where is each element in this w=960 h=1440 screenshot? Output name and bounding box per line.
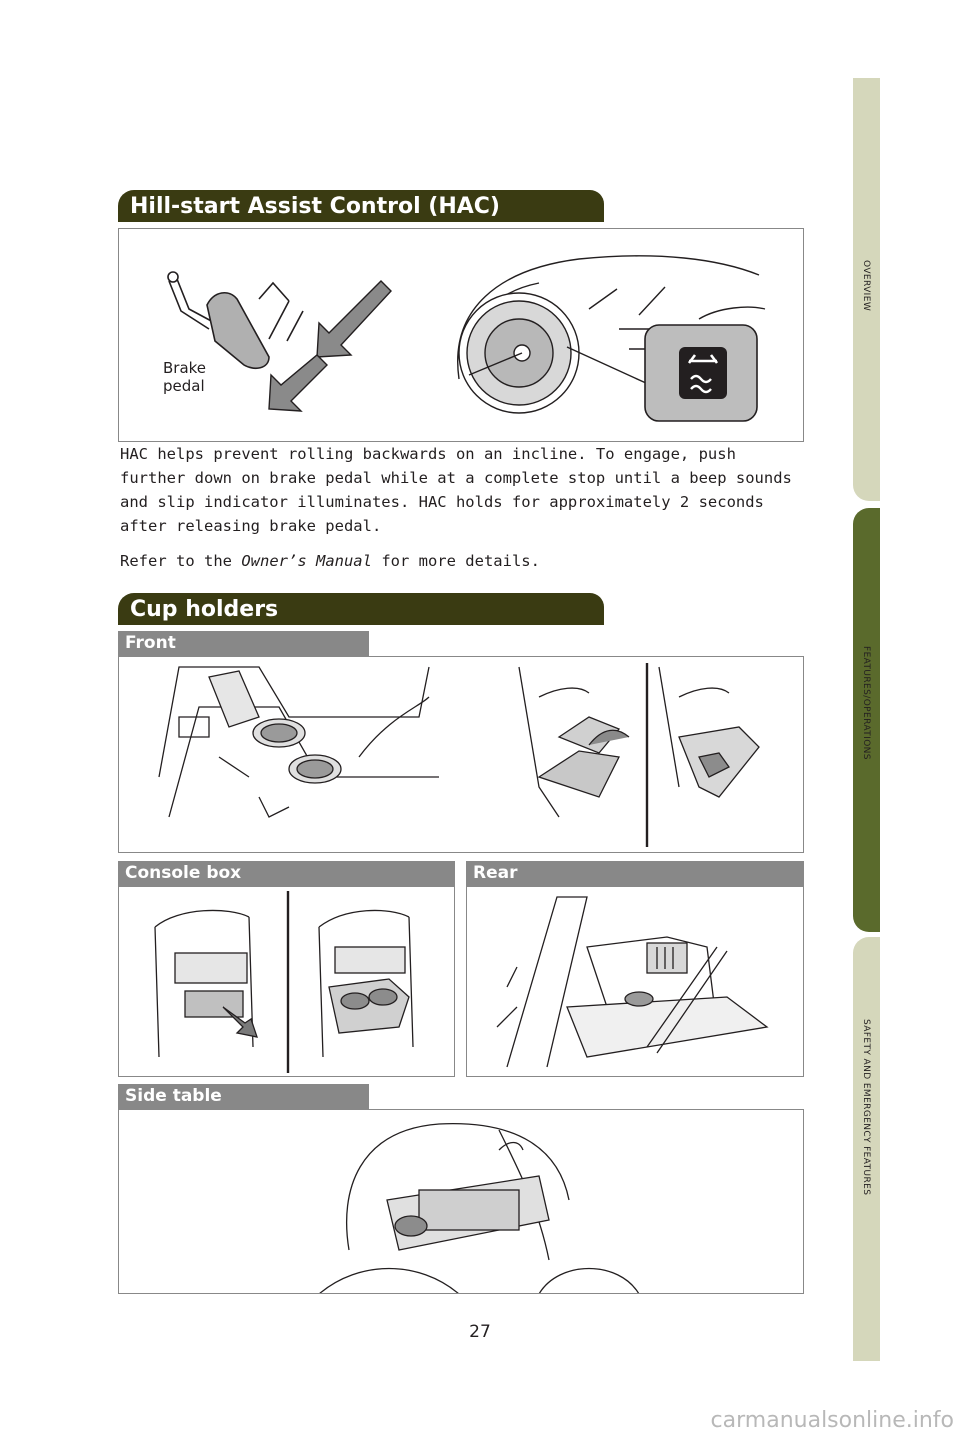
hac-refer-line: [120, 549, 810, 573]
hac-illustration: [118, 228, 804, 442]
tab-overview-label: OVERVIEW: [861, 260, 871, 312]
front-cup-holder-illustration: [118, 656, 804, 853]
tab-safety-label: SAFETY AND EMERGENCY FEATURES: [861, 1019, 871, 1196]
console-box-illustration: [118, 886, 455, 1077]
watermark: carmanualsonline.info: [710, 1408, 954, 1433]
rear-cup-holder-illustration: [466, 886, 804, 1077]
front-subheading: Front: [118, 631, 369, 656]
rear-subheading: Rear: [466, 861, 804, 886]
page-number: 27: [469, 1322, 491, 1342]
side-table-subheading: Side table: [118, 1084, 369, 1109]
brake-pedal-label-2: pedal: [163, 377, 205, 395]
hac-paragraph: HAC helps prevent rolling backwards on an incline. To engage, push further down on brake pedal while at a complete stop until a beep sounds and slip indicator illuminates. HAC holds for approximately 2 seconds after releasing brake pedal.: [120, 445, 792, 535]
refer-prefix: Refer to the: [120, 552, 242, 570]
tab-safety-emergency[interactable]: [853, 937, 880, 1361]
tab-overview[interactable]: [853, 78, 880, 501]
side-table-illustration: [118, 1109, 804, 1294]
hac-section-title: Hill-start Assist Control (HAC): [118, 190, 604, 222]
console-box-subheading: Console box: [118, 861, 455, 886]
refer-suffix: for more details.: [371, 552, 540, 570]
tab-features-label: FEATURES/OPERATIONS: [861, 646, 871, 760]
owners-manual-ref: Owner’s Manual: [241, 552, 372, 570]
tab-features-operations[interactable]: [853, 508, 880, 932]
brake-pedal-label-1: Brake: [163, 359, 207, 377]
cup-holders-title: Cup holders: [118, 593, 604, 625]
